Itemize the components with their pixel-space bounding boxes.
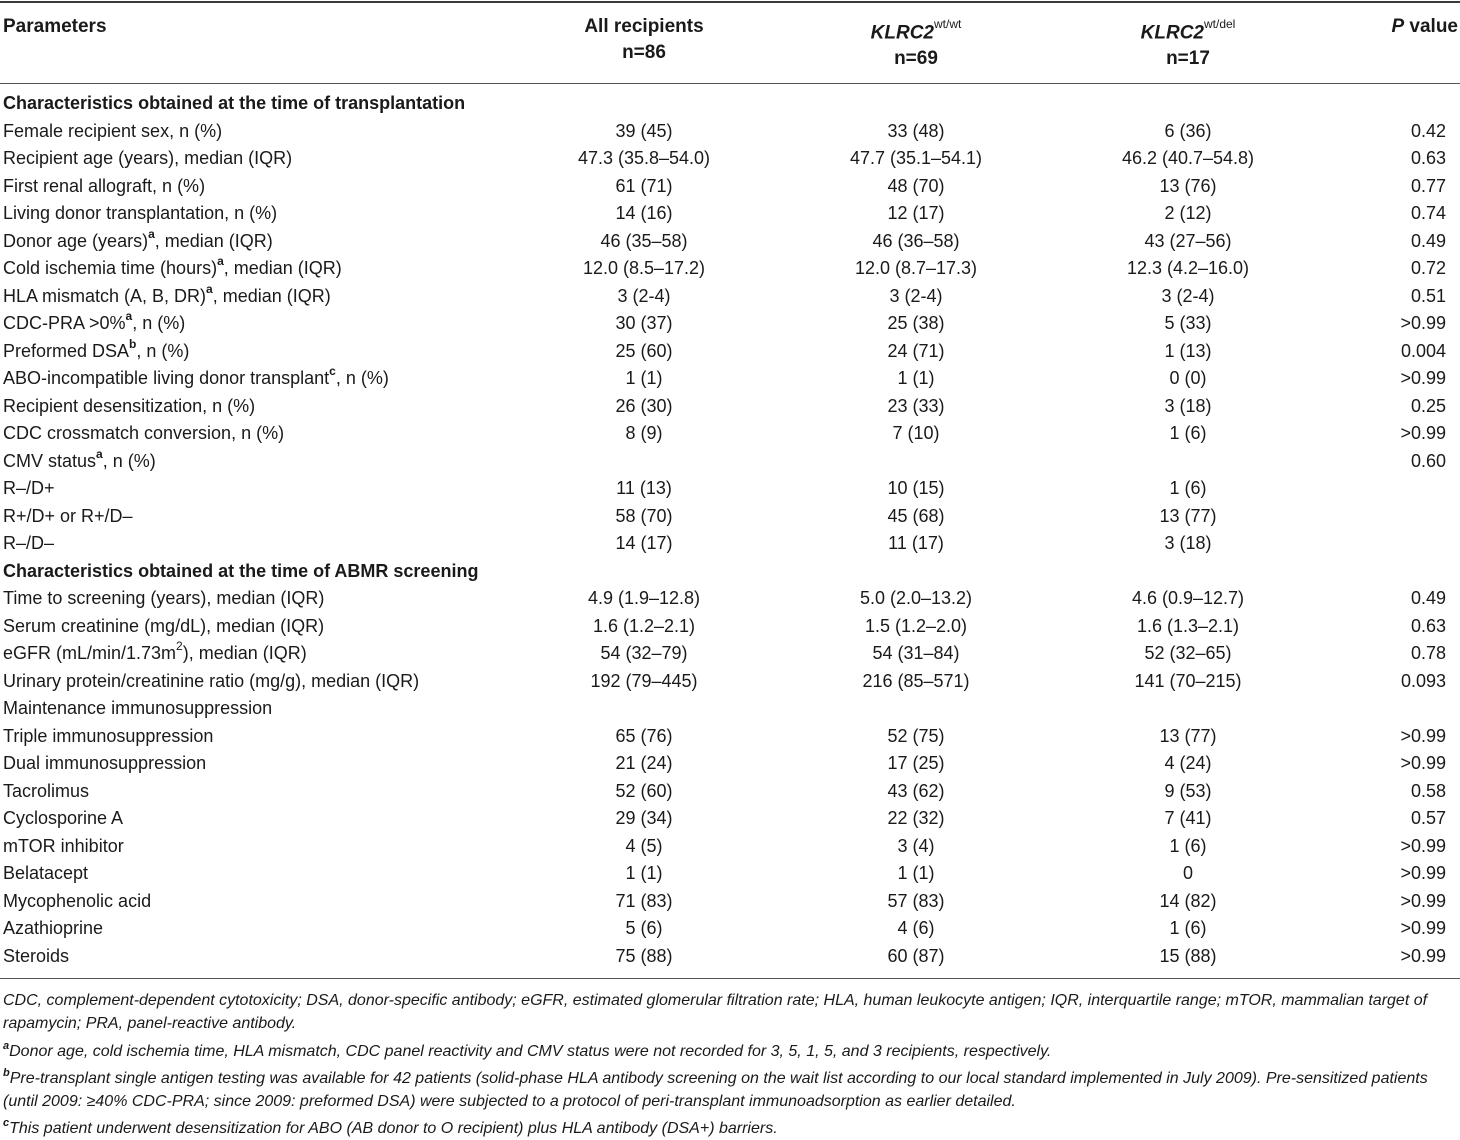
header-wt-genotype: wt/wt	[934, 17, 962, 31]
cell-all-recipients: 25 (60)	[615, 340, 673, 361]
parameter-label	[3, 805, 123, 833]
header-wt-n: n=69	[894, 48, 938, 70]
section-title	[3, 90, 465, 118]
table-body	[0, 90, 1460, 970]
cell-klrc2-wt: 12.0 (8.7–17.3)	[854, 258, 978, 278]
parameter-text: Tacrolimus	[3, 780, 90, 801]
table-row	[0, 943, 1460, 971]
cell-klrc2-del: 52 (32–65)	[1144, 643, 1232, 663]
footnote-marker: a	[148, 226, 155, 241]
parameter-label	[3, 255, 342, 283]
cell-klrc2-wt: 47.7 (35.1–54.1)	[849, 148, 983, 168]
parameter-text: ABO-incompatible living donor transplant	[3, 368, 330, 388]
parameter-text-suffix: ), median (IQR)	[182, 643, 307, 663]
footnote-b-mark: b	[3, 1066, 10, 1079]
header-p-value	[1380, 14, 1458, 72]
footnote-a-text: Donor age, cold ischemia time, HLA mismatch, CDC panel reactivity and CMV status were not recorded for 3, 5, 1, 5, and 3 recipients, respectively.	[9, 1043, 1052, 1060]
cell-all-recipients: 21 (24)	[615, 753, 673, 773]
parameter-text: R–/D+	[3, 478, 55, 498]
cell-klrc2-wt: 4 (6)	[897, 918, 935, 938]
table-row	[0, 750, 1460, 778]
table-row	[0, 283, 1460, 311]
parameter-label	[3, 448, 156, 476]
cell-klrc2-wt: 11 (17)	[888, 533, 944, 553]
table-row	[0, 228, 1460, 256]
cell-p-value: >0.99	[1400, 368, 1446, 388]
cell-klrc2-del: 13 (77)	[1159, 725, 1217, 746]
cell-klrc2-wt: 7 (10)	[892, 423, 940, 443]
section-header-row	[0, 90, 1460, 118]
cell-p-value: 0.004	[1400, 340, 1446, 361]
cell-all-recipients: 71 (83)	[615, 890, 673, 911]
cell-p-value: >0.99	[1400, 890, 1446, 911]
footnote-a	[3, 1040, 1453, 1063]
cell-all-recipients: 52 (60)	[615, 780, 673, 801]
parameter-text: CMV status	[3, 450, 97, 471]
parameter-label	[3, 503, 133, 531]
cell-klrc2-del: 5 (33)	[1164, 313, 1212, 333]
cell-p-value: 0.60	[1410, 450, 1446, 471]
cell-klrc2-wt: 60 (87)	[887, 945, 945, 966]
cell-p-value: 0.25	[1410, 395, 1446, 416]
cell-klrc2-del: 1.6 (1.3–2.1)	[1136, 615, 1240, 636]
parameter-text: Triple immunosuppression	[3, 725, 214, 746]
parameter-label	[3, 200, 277, 228]
parameter-text: Cold ischemia time (hours)	[3, 258, 218, 278]
table-row	[0, 393, 1460, 421]
parameter-text-suffix: , n (%)	[102, 450, 156, 471]
cell-p-value: >0.99	[1400, 945, 1446, 966]
cell-p-value: 0.63	[1410, 615, 1446, 636]
table-row	[0, 805, 1460, 833]
parameter-label	[3, 338, 189, 366]
cell-p-value: >0.99	[1400, 835, 1446, 856]
cell-klrc2-wt: 24 (71)	[887, 340, 945, 361]
table-row	[0, 530, 1460, 558]
cell-p-value: 0.57	[1410, 808, 1446, 828]
cell-klrc2-del: 13 (76)	[1159, 175, 1217, 196]
table-row	[0, 255, 1460, 283]
cell-klrc2-wt: 1.5 (1.2–2.0)	[864, 615, 968, 636]
cell-klrc2-del: 1 (13)	[1164, 340, 1212, 361]
cell-klrc2-wt: 17 (25)	[887, 753, 945, 773]
section-title	[3, 558, 478, 586]
cell-all-recipients: 30 (37)	[615, 313, 673, 333]
header-all-label: All recipients	[584, 16, 704, 37]
parameter-text: mTOR inhibitor	[3, 835, 124, 856]
parameter-label	[3, 228, 273, 256]
parameter-text: Azathioprine	[3, 918, 104, 938]
parameter-label	[3, 943, 69, 971]
parameter-label	[3, 118, 222, 146]
cell-p-value: 0.63	[1410, 148, 1446, 168]
cell-klrc2-wt: 43 (62)	[887, 780, 945, 801]
cell-klrc2-wt: 54 (31–84)	[872, 643, 960, 663]
table-row	[0, 448, 1460, 476]
table-row	[0, 145, 1460, 173]
cell-all-recipients: 1 (1)	[625, 368, 663, 388]
cell-all-recipients: 46 (35–58)	[600, 230, 688, 251]
header-all-n: n=86	[622, 42, 666, 63]
parameter-label	[3, 778, 89, 806]
parameter-text: Maintenance immunosuppression	[3, 698, 273, 718]
cell-all-recipients: 26 (30)	[615, 395, 673, 416]
cell-klrc2-del: 4 (24)	[1164, 753, 1212, 773]
cell-klrc2-del: 14 (82)	[1159, 890, 1217, 911]
cell-klrc2-del: 1 (6)	[1169, 478, 1207, 498]
cell-klrc2-del: 9 (53)	[1164, 780, 1212, 801]
parameter-text: R+/D+ or R+/D–	[3, 505, 133, 526]
table-row	[0, 585, 1460, 613]
header-klrc2-wt	[832, 14, 1000, 72]
table-top-rule	[0, 1, 1460, 3]
cell-klrc2-wt: 52 (75)	[887, 725, 945, 746]
cell-klrc2-wt: 33 (48)	[887, 120, 945, 141]
cell-all-recipients: 47.3 (35.8–54.0)	[577, 148, 711, 168]
header-wt-gene: KLRC2	[870, 22, 934, 44]
cell-all-recipients: 1.6 (1.2–2.1)	[592, 615, 696, 636]
cell-klrc2-del: 2 (12)	[1164, 203, 1212, 223]
cell-p-value: >0.99	[1400, 863, 1446, 883]
header-p-rest: value	[1404, 16, 1458, 37]
cell-klrc2-del: 7 (41)	[1164, 808, 1212, 828]
parameter-label	[3, 860, 88, 888]
parameter-text-suffix: , median (IQR)	[223, 258, 342, 278]
table-row	[0, 888, 1460, 916]
cell-all-recipients: 14 (17)	[615, 533, 673, 553]
cell-klrc2-del: 3 (18)	[1164, 395, 1212, 416]
cell-klrc2-wt: 23 (33)	[887, 395, 945, 416]
header-del-n: n=17	[1166, 48, 1210, 70]
table-row	[0, 420, 1460, 448]
table-row	[0, 365, 1460, 393]
cell-klrc2-del: 0 (0)	[1169, 368, 1207, 388]
parameter-text-suffix: , n (%)	[136, 340, 190, 361]
footnote-marker: a	[217, 254, 224, 268]
header-parameters: Parameters	[3, 16, 107, 37]
parameter-label	[3, 613, 324, 641]
parameter-text: CDC crossmatch conversion, n (%)	[3, 423, 285, 443]
parameter-label	[3, 888, 151, 916]
parameter-text: Female recipient sex, n (%)	[3, 120, 223, 141]
parameter-label	[3, 695, 272, 723]
table-row	[0, 613, 1460, 641]
cell-klrc2-wt: 57 (83)	[887, 890, 945, 911]
footnote-c-mark: c	[3, 1116, 10, 1129]
cell-p-value: 0.78	[1410, 643, 1446, 663]
parameter-label	[3, 585, 324, 613]
parameter-text: Recipient desensitization, n (%)	[3, 395, 256, 416]
cell-klrc2-del: 46.2 (40.7–54.8)	[1121, 148, 1255, 168]
table-row	[0, 503, 1460, 531]
cell-klrc2-del: 1 (6)	[1169, 918, 1207, 938]
parameter-text-suffix: , median (IQR)	[212, 285, 331, 306]
cell-klrc2-del: 3 (2-4)	[1161, 285, 1215, 306]
parameter-text: eGFR (mL/min/1.73m	[3, 643, 177, 663]
parameter-text: Donor age (years)	[3, 230, 149, 251]
table-row	[0, 475, 1460, 503]
cell-all-recipients: 61 (71)	[615, 175, 673, 196]
parameter-text-suffix: , median (IQR)	[154, 230, 273, 251]
cell-klrc2-del: 12.3 (4.2–16.0)	[1126, 258, 1250, 278]
cell-klrc2-wt: 1 (1)	[897, 863, 935, 883]
parameter-label	[3, 915, 103, 943]
cell-p-value: 0.093	[1400, 670, 1446, 691]
cell-klrc2-wt: 48 (70)	[887, 175, 945, 196]
cell-p-value: >0.99	[1400, 313, 1446, 333]
header-klrc2-del	[1088, 14, 1288, 72]
cell-p-value: 0.77	[1410, 175, 1446, 196]
footnote-b-text: Pre-transplant single antigen testing was available for 42 patients (solid-phase HLA antibody screening on the wait list according to our local standard implemented in July 2009). Pre-sensitized patients (until 2009: ≥40% CDC-PRA; since 2009: preformed DSA) were subjected to a protocol of peri-transplant immunoadsorption as earlier detailed.	[3, 1070, 1428, 1110]
footnote-b	[3, 1067, 1453, 1113]
footnote-marker: a	[96, 446, 103, 461]
parameter-label	[3, 530, 54, 558]
table-row	[0, 860, 1460, 888]
parameter-text: Cyclosporine A	[3, 808, 124, 828]
parameter-label	[3, 750, 206, 778]
table-bottom-rule	[0, 978, 1460, 979]
parameter-label	[3, 145, 292, 173]
cell-klrc2-del: 3 (18)	[1164, 533, 1212, 553]
footnote-marker: b	[129, 336, 137, 351]
cell-all-recipients: 8 (9)	[625, 423, 663, 443]
cell-p-value: 0.49	[1410, 230, 1446, 251]
parameter-label	[3, 475, 55, 503]
cell-all-recipients: 65 (76)	[615, 725, 673, 746]
parameter-label	[3, 365, 389, 393]
cell-all-recipients: 39 (45)	[615, 120, 673, 141]
footnote-abbreviations: CDC, complement-dependent cytotoxicity; DSA, donor-specific antibody; eGFR, estimated glomerular filtration rate; HLA, human leukocyte antigen; IQR, interquartile range; mTOR, mammalian target of rapamycin; PRA, panel-reactive antibody.	[3, 992, 1428, 1032]
footnote-c	[3, 1117, 1453, 1140]
parameter-text: Time to screening (years), median (IQR)	[3, 588, 325, 608]
cell-klrc2-del: 0	[1182, 863, 1193, 883]
footnote-c-text: This patient underwent desensitization for ABO (AB donor to O recipient) plus HLA antibody (DSA+) barriers.	[9, 1120, 778, 1137]
table-row	[0, 915, 1460, 943]
cell-p-value: >0.99	[1400, 918, 1446, 938]
parameter-text: Preformed DSA	[3, 340, 130, 361]
table-row	[0, 310, 1460, 338]
cell-klrc2-wt: 45 (68)	[887, 505, 945, 526]
cell-all-recipients: 58 (70)	[615, 505, 673, 526]
cell-klrc2-del: 13 (77)	[1159, 505, 1217, 526]
cell-klrc2-del: 43 (27–56)	[1144, 230, 1232, 251]
cell-p-value: 0.58	[1410, 780, 1446, 801]
cell-p-value: 0.49	[1410, 588, 1446, 608]
footnote-marker: a	[206, 281, 213, 296]
parameter-text: Recipient age (years), median (IQR)	[3, 148, 293, 168]
parameter-label	[3, 420, 284, 448]
cell-klrc2-del: 1 (6)	[1169, 423, 1207, 443]
parameter-label	[3, 173, 205, 201]
cell-klrc2-wt: 3 (4)	[897, 835, 935, 856]
cell-p-value: 0.42	[1410, 120, 1446, 141]
cell-p-value: 0.74	[1410, 203, 1446, 223]
table-row	[0, 640, 1460, 668]
cell-p-value: >0.99	[1400, 423, 1446, 443]
table-row	[0, 118, 1460, 146]
header-rule	[0, 83, 1460, 84]
cell-all-recipients: 11 (13)	[616, 478, 672, 498]
parameter-text: Dual immunosuppression	[3, 753, 207, 773]
cell-klrc2-wt: 216 (85–571)	[862, 670, 970, 691]
parameter-text-suffix: , n (%)	[335, 368, 389, 388]
cell-klrc2-wt: 1 (1)	[897, 368, 935, 388]
table-row	[0, 723, 1460, 751]
parameter-label	[3, 668, 419, 696]
cell-all-recipients: 4 (5)	[625, 835, 663, 856]
cell-all-recipients: 192 (79–445)	[590, 670, 698, 691]
parameter-label	[3, 833, 124, 861]
header-p-letter: P	[1391, 16, 1405, 37]
cell-p-value: 0.51	[1410, 285, 1446, 306]
parameter-text: Mycophenolic acid	[3, 890, 152, 911]
cell-all-recipients: 14 (16)	[615, 203, 673, 223]
cell-p-value: >0.99	[1400, 753, 1446, 773]
cell-klrc2-del: 141 (70–215)	[1134, 670, 1242, 691]
cell-klrc2-wt: 22 (32)	[887, 808, 945, 828]
cell-all-recipients: 1 (1)	[625, 863, 663, 883]
cell-all-recipients: 3 (2-4)	[617, 285, 671, 306]
table-row	[0, 173, 1460, 201]
parameter-text-suffix: , n (%)	[132, 313, 186, 333]
header-del-genotype: wt/del	[1203, 17, 1236, 31]
cell-klrc2-del: 6 (36)	[1164, 120, 1212, 141]
cell-p-value: >0.99	[1400, 725, 1446, 746]
footnote-a-mark: a	[3, 1039, 10, 1052]
cell-klrc2-wt: 12 (17)	[887, 203, 945, 223]
parameter-label	[3, 283, 331, 311]
cell-klrc2-wt: 25 (38)	[887, 313, 945, 333]
cell-klrc2-wt: 5.0 (2.0–13.2)	[859, 588, 973, 608]
parameter-label	[3, 640, 307, 668]
cell-all-recipients: 12.0 (8.5–17.2)	[582, 258, 706, 278]
cell-klrc2-wt: 3 (2-4)	[889, 285, 943, 306]
parameter-text: Steroids	[3, 945, 70, 966]
parameter-label	[3, 393, 255, 421]
parameter-text: First renal allograft, n (%)	[3, 175, 206, 196]
parameter-text: CDC-PRA >0%	[3, 313, 126, 333]
parameter-label	[3, 310, 185, 338]
cell-all-recipients: 75 (88)	[615, 945, 673, 966]
header-all-recipients	[560, 14, 728, 72]
parameter-text: Living donor transplantation, n (%)	[3, 203, 278, 223]
section-header-row	[0, 558, 1460, 586]
parameter-label	[3, 723, 213, 751]
footnote-marker: a	[125, 309, 133, 323]
table-row	[0, 338, 1460, 366]
parameter-text: R–/D–	[3, 533, 55, 553]
parameter-text: Urinary protein/creatinine ratio (mg/g), median (IQR)	[3, 670, 420, 691]
footnote-marker: c	[329, 364, 336, 378]
parameter-text: Characteristics obtained at the time of ABMR screening	[3, 560, 479, 581]
parameter-text: Belatacept	[3, 863, 89, 883]
cell-klrc2-wt: 10 (15)	[887, 478, 945, 498]
footnote-marker: 2	[176, 639, 183, 653]
table-row	[0, 200, 1460, 228]
cell-klrc2-del: 1 (6)	[1169, 835, 1207, 856]
cell-all-recipients: 4.9 (1.9–12.8)	[587, 588, 701, 608]
parameter-text: Characteristics obtained at the time of transplantation	[3, 93, 466, 113]
cell-klrc2-wt: 46 (36–58)	[872, 230, 960, 251]
table-row	[0, 695, 1460, 723]
cell-p-value: 0.72	[1410, 258, 1446, 278]
header-del-gene: KLRC2	[1140, 22, 1204, 44]
parameter-text: HLA mismatch (A, B, DR)	[3, 285, 207, 306]
table-row	[0, 833, 1460, 861]
table-row	[0, 668, 1460, 696]
cell-all-recipients: 29 (34)	[615, 808, 673, 828]
cell-all-recipients: 5 (6)	[625, 918, 663, 938]
cell-all-recipients: 54 (32–79)	[600, 643, 688, 663]
cell-klrc2-del: 4.6 (0.9–12.7)	[1131, 588, 1245, 608]
parameter-text: Serum creatinine (mg/dL), median (IQR)	[3, 615, 325, 636]
cell-klrc2-del: 15 (88)	[1159, 945, 1217, 966]
table-row	[0, 778, 1460, 806]
